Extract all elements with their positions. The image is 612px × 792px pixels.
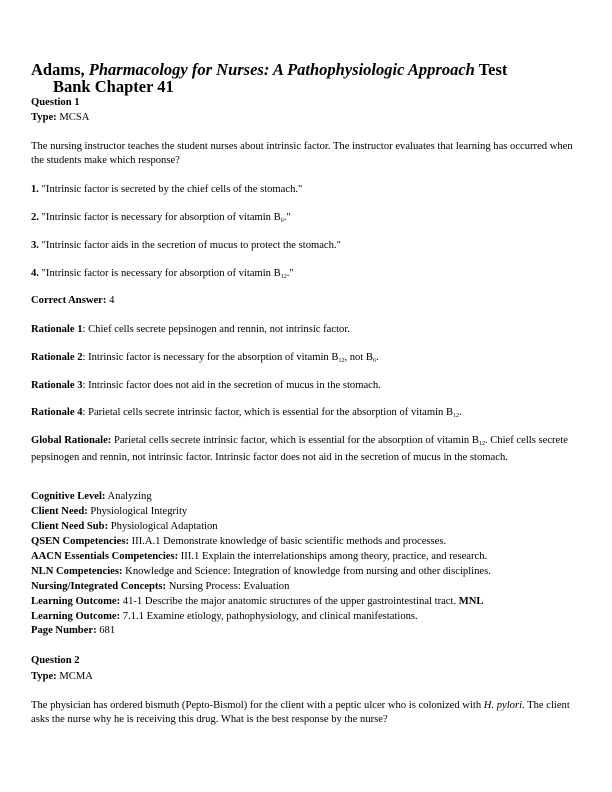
option-2: 2. "Intrinsic factor is necessary for absorption of vitamin $B_6$.": [31, 212, 291, 224]
meta-nln: NLN Competencies: Knowledge and Science: Integration of knowledge from nursing and other disciplines.: [31, 566, 491, 577]
rationale-2: Rationale 2: Intrinsic factor is necessary for the absorption of vitamin $B_{12}$, not $B_6$.: [31, 352, 379, 364]
meta-client-need: Client Need: Physiological Integrity: [31, 506, 188, 517]
question-type: Type: MCMA: [31, 671, 93, 682]
question-heading: Question 1: [31, 97, 80, 108]
meta-learning-outcome-2: Learning Outcome: 7.1.1 Examine etiology, pathophysiology, and clinical manifestations.: [31, 611, 418, 622]
option-1: 1. "Intrinsic factor is secreted by the chief cells of the stomach.": [31, 184, 303, 195]
question-stem: The physician has ordered bismuth (Pepto-Bismol) for the client with a peptic ulcer who is colonized with H. pylori. The client asks the nurse why he is receiving this drug. What is the best response by the nurse?: [31, 700, 570, 725]
meta-learning-outcome-1: Learning Outcome: 41-1 Describe the major anatomic structures of the upper gastrointestinal tract. MNL: [31, 596, 484, 607]
correct-answer: Correct Answer: 4: [31, 295, 115, 306]
global-rationale: Global Rationale: Parietal cells secrete intrinsic factor, which is essential for the absorption of vitamin $B_{12}$. Chief cells secrete pepsinogen and rennin, not intrinsic factor. Intrinsic factor does not aid in the secretion of mucus in the stomach.: [31, 435, 568, 463]
document-title: Adams, Pharmacology for Nurses: A Pathophysiologic Approach Test: [31, 60, 508, 79]
meta-client-need-sub: Client Need Sub: Physiological Adaptation: [31, 521, 218, 532]
meta-aacn: AACN Essentials Competencies: III.1 Explain the interrelationships among theory, practice, and research.: [31, 551, 488, 562]
option-3: 3. "Intrinsic factor aids in the secretion of mucus to protect the stomach.": [31, 240, 341, 251]
rationale-1: Rationale 1: Chief cells secrete pepsinogen and rennin, not intrinsic factor.: [31, 324, 350, 335]
meta-nursing-concepts: Nursing/Integrated Concepts: Nursing Process: Evaluation: [31, 581, 290, 592]
document-title-line2: Bank Chapter 41: [53, 77, 174, 96]
meta-page-number: Page Number: 681: [31, 625, 116, 636]
question-type: Type: MCSA: [31, 112, 90, 123]
meta-qsen: QSEN Competencies: III.A.1 Demonstrate knowledge of basic scientific methods and processes.: [31, 536, 447, 547]
question-stem: The nursing instructor teaches the student nurses about intrinsic factor. The instructor evaluates that learning has occurred when the students make which response?: [31, 141, 573, 166]
question-heading: Question 2: [31, 655, 80, 666]
rationale-4: Rationale 4: Parietal cells secrete intrinsic factor, which is essential for the absorption of vitamin $B_{12}$.: [31, 407, 462, 419]
option-4: 4. "Intrinsic factor is necessary for absorption of vitamin $B_{12}$.": [31, 268, 294, 280]
rationale-3: Rationale 3: Intrinsic factor does not aid in the secretion of mucus in the stomach.: [31, 380, 381, 391]
meta-cognitive-level: Cognitive Level: Analyzing: [31, 491, 152, 502]
